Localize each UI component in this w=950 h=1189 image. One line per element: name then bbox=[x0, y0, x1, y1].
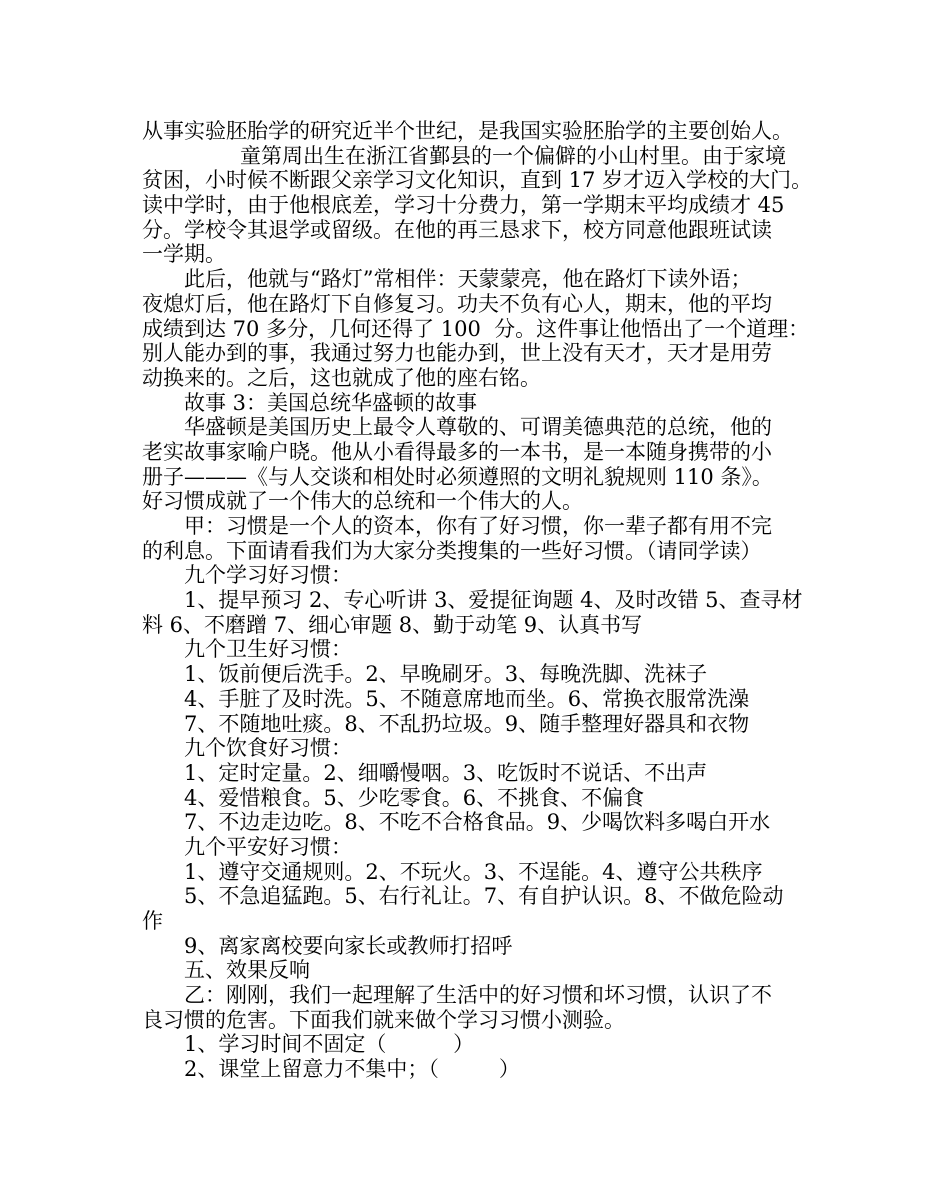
list-item: 1、定时定量。2、细嚼慢咽。3、吃饭时不说话、不出声 bbox=[184, 760, 708, 785]
list-item: 4、爱惜粮食。5、少吃零食。6、不挑食、不偏食 bbox=[184, 785, 645, 810]
text-line: 乙：刚刚，我们一起理解了生活中的好习惯和坏习惯，认识了不 bbox=[184, 983, 772, 1008]
text-line: 别人能办到的事，我通过努力也能办到，世上没有天才，天才是用劳 bbox=[142, 341, 772, 366]
list-heading: 九个学习好习惯： bbox=[184, 563, 352, 588]
list-heading: 九个饮食好习惯： bbox=[184, 736, 352, 761]
list-item: 4、手脏了及时洗。5、不随意席地而坐。6、常换衣服常洗澡 bbox=[184, 686, 750, 711]
text-line: 华盛顿是美国历史上最令人尊敬的、可谓美德典范的总统，他的 bbox=[184, 415, 772, 440]
list-item: 料 6、不磨蹭 7、细心审题 8、勤于动笔 9、认真书写 bbox=[142, 612, 643, 637]
text-line: 好习惯成就了一个伟大的总统和一个伟大的人。 bbox=[142, 489, 583, 514]
section-heading: 五、效果反响 bbox=[184, 958, 310, 983]
text-line: 读中学时，由于他根底差，学习十分费力，第一学期末平均成绩才 45 bbox=[142, 193, 785, 218]
list-item: 1、遵守交通规则。2、不玩火。3、不逞能。4、遵守公共秩序 bbox=[184, 859, 763, 884]
quiz-item: 1、学习时间不固定（ ） bbox=[184, 1032, 475, 1057]
text-line: 良习惯的危害。下面我们就来做个学习习惯小测验。 bbox=[142, 1007, 625, 1032]
list-item: 1、饭前便后洗手。2、早晚刷牙。3、每晚洗脚、洗袜子 bbox=[184, 662, 708, 687]
text-line: 贫困，小时候不断跟父亲学习文化知识，直到 17 岁才迈入学校的大门。 bbox=[142, 168, 813, 193]
text-line: 此后，他就与“路灯”常相伴：天蒙蒙亮，他在路灯下读外语； bbox=[184, 267, 752, 292]
list-heading: 九个平安好习惯： bbox=[184, 834, 352, 859]
list-item: 5、不急追猛跑。5、右行礼让。7、有自护认识。8、不做危险动 bbox=[184, 884, 784, 909]
quiz-item: 2、课堂上留意力不集中；（ ） bbox=[184, 1057, 520, 1082]
document-body bbox=[142, 119, 822, 1082]
text-line: 册子———《与人交谈和相处时必须遵照的文明礼貌规则 110 条》。 bbox=[142, 464, 773, 489]
text-line: 的利息。下面请看我们为大家分类搜集的一些好习惯。（请同学读） bbox=[142, 538, 762, 563]
list-item: 7、不边走边吃。8、不吃不合格食品。9、少喝饮料多喝白开水 bbox=[184, 810, 771, 835]
text-line: 老实故事家喻户晓。他从小看得最多的一本书，是一本随身携带的小 bbox=[142, 439, 772, 464]
section-heading: 故事 3：美国总统华盛顿的故事 bbox=[184, 390, 478, 415]
text-line: 分。学校令其退学或留级。在他的再三恳求下，校方同意他跟班试读 bbox=[142, 217, 772, 242]
list-item: 9、离家离校要向家长或教师打招呼 bbox=[184, 933, 513, 958]
text-line: 从事实验胚胎学的研究近半个世纪，是我国实验胚胎学的主要创始人。 bbox=[142, 119, 793, 143]
list-item: 7、不随地吐痰。8、不乱扔垃圾。9、随手整理好器具和衣物 bbox=[184, 711, 750, 736]
text-line: 一学期。 bbox=[142, 242, 226, 267]
list-item: 作 bbox=[142, 909, 163, 933]
list-heading: 九个卫生好习惯： bbox=[184, 637, 352, 662]
text-line: 夜熄灯后，他在路灯下自修复习。功夫不负有心人，期末，他的平均 bbox=[142, 291, 772, 316]
text-line: 甲：习惯是一个人的资本，你有了好习惯，你一辈子都有用不完 bbox=[184, 514, 772, 538]
text-line: 成绩到达 70 多分，几何还得了 100 分。这件事让他悟出了一个道理： bbox=[142, 316, 810, 341]
list-item: 1、提早预习 2、专心听讲 3、爱提征询题 4、及时改错 5、查寻材 bbox=[184, 588, 803, 613]
text-line: 童第周出生在浙江省鄞县的一个偏僻的小山村里。由于家境 bbox=[240, 143, 786, 168]
text-line: 动换来的。之后，这也就成了他的座右铭。 bbox=[142, 365, 541, 390]
